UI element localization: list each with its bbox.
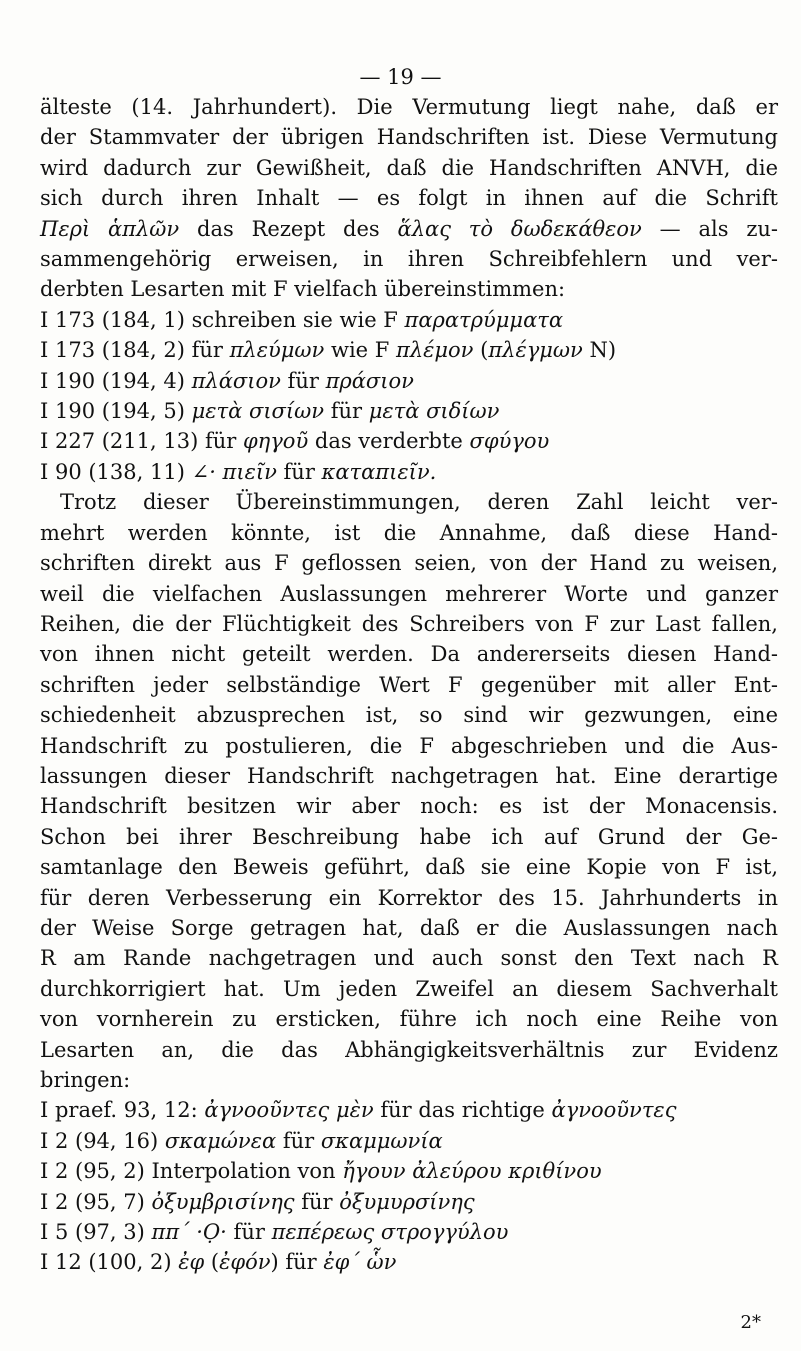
greek-phrase: ὀξυμυρσίνης <box>339 1189 475 1214</box>
text-fragment: ) für <box>270 1250 324 1275</box>
text-fragment: für <box>276 1128 321 1153</box>
text-line: R am Rande nachgetragen und auch sonst den Text nach R <box>40 946 778 971</box>
text-fragment: für das richtige <box>373 1098 552 1123</box>
list-item <box>40 366 778 396</box>
text-fragment: für <box>276 459 322 484</box>
greek-phrase: σφύγου <box>469 429 550 454</box>
text-fragment: das Rezept des <box>179 216 398 241</box>
greek-phrase: σκαμώνεα <box>164 1128 277 1153</box>
greek-phrase: σκαμμωνία <box>320 1128 443 1153</box>
text-fragment: das verderbte <box>308 429 470 454</box>
greek-phrase: μετὰ σισίων <box>191 399 325 424</box>
list-item <box>40 396 778 426</box>
text-line: Schon bei ihrer Beschreibung habe ich auf Grund der Ge- <box>40 824 778 849</box>
list-item <box>40 335 778 365</box>
greek-phrase: πλεύμων <box>229 338 325 363</box>
text-line: älteste (14. Jahrhundert). Die Vermutung liegt nahe, daß er <box>40 95 778 119</box>
list-item <box>40 1187 778 1217</box>
text-line: von ihnen nicht geteilt werden. Da andererseits diesen Hand- <box>40 642 778 667</box>
text-fragment: für <box>280 368 326 393</box>
text-line: bringen: <box>40 1068 131 1092</box>
greek-phrase: πεπέρεως στρογγύλου <box>271 1220 509 1245</box>
text-line: Reihen, die der Flüchtigkeit des Schreibers von F zur Last fallen, <box>40 611 778 636</box>
greek-phrase: μετὰ σιδίων <box>368 399 500 424</box>
list-item <box>40 1156 778 1186</box>
text-line: durchkorrigiert hat. Um jeden Zweifel an diesem Sachverhalt <box>40 976 778 1001</box>
greek-phrase: πλάσιον <box>191 368 281 393</box>
greek-phrase: ἅλας τὸ δωδεκάθεον <box>397 216 642 241</box>
greek-phrase: ππ΄ ·Ọ· <box>151 1220 227 1245</box>
text-line: derbten Lesarten mit F vielfach übereinstimmen: <box>40 277 566 302</box>
text-line: weil die vielfachen Auslassungen mehrerer Worte und ganzer <box>40 581 778 606</box>
greek-phrase: φηγοῦ <box>242 429 309 454</box>
reference: I 2 (94, 16) <box>40 1128 165 1153</box>
signature-mark: 2* <box>740 1312 761 1333</box>
text-line: schriften direkt aus F geflossen seien, von der Hand zu weisen, <box>40 551 778 576</box>
reference: I 190 (194, 4) <box>40 368 192 393</box>
text-fragment: — als zu- <box>641 216 779 241</box>
list-item <box>40 305 778 335</box>
text-line: Lesarten an, die das Abhängigkeitsverhältnis zur Evidenz <box>40 1037 778 1062</box>
reference: I 173 (184, 1) schreiben sie wie F <box>40 307 405 332</box>
list-item <box>40 1217 778 1247</box>
text-fragment: für <box>294 1189 340 1214</box>
text-line: Handschrift zu postulieren, die F abgeschrieben und die Aus- <box>40 733 778 758</box>
list-item <box>40 1247 778 1277</box>
greek-phrase: ὀξυμβρισίνης <box>151 1189 295 1214</box>
greek-phrase: ἤγουν ἀλεύρου κριθίνου <box>342 1159 602 1184</box>
greek-phrase: πλέμον <box>396 338 474 363</box>
greek-phrase: πράσιον <box>325 368 414 393</box>
page-body <box>40 62 778 1278</box>
text-fragment: N) <box>582 338 617 363</box>
text-line: Trotz dieser Übereinstimmungen, deren Zahl leicht ver- <box>60 490 778 515</box>
greek-phrase: ἐφ <box>178 1250 205 1275</box>
text-line <box>40 214 778 244</box>
reference: I 173 (184, 2) für <box>40 338 230 363</box>
greek-phrase: ἀγνοοῦντες <box>551 1098 677 1123</box>
text-line: samtanlage den Beweis geführt, daß sie eine Kopie von F ist, <box>40 855 778 880</box>
text-line: mehrt werden könnte, ist die Annahme, daß diese Hand- <box>40 520 778 545</box>
greek-phrase: ἀγνοοῦντες μὲν <box>204 1098 374 1123</box>
list-item <box>40 457 778 487</box>
page-number: — 19 — <box>359 65 442 89</box>
text-line: von vornherein zu ersticken, führe ich noch eine Reihe von <box>40 1007 778 1032</box>
greek-phrase: παρατρύμματα <box>404 307 564 332</box>
reference: I 90 (138, 11) <box>40 459 192 484</box>
text-fragment: wie F <box>324 338 397 363</box>
greek-phrase: καταπιεῖν. <box>321 459 437 484</box>
reference: I 227 (211, 13) für <box>40 429 243 454</box>
text-line: der Weise Sorge getragen hat, daß er die Auslassungen nach <box>40 915 778 940</box>
greek-phrase: ∠· πιεῖν <box>191 459 277 484</box>
reference: I 5 (97, 3) <box>40 1220 152 1245</box>
reference: I praef. 93, 12: <box>40 1098 205 1123</box>
text-fragment: für <box>324 399 369 424</box>
list-item <box>40 1126 778 1156</box>
text-line: für deren Verbesserung ein Korrektor des 15. Jahrhunderts in <box>40 885 778 910</box>
reference: I 12 (100, 2) <box>40 1250 179 1275</box>
greek-phrase: Περὶ ἁπλῶν <box>40 216 180 241</box>
text-line: schriften jeder selbständige Wert F gegenüber mit aller Ent- <box>40 672 778 697</box>
reference: I 2 (95, 7) <box>40 1189 152 1214</box>
greek-phrase: ἐφ΄ ὧν <box>323 1250 397 1275</box>
greek-phrase: πλέγμων <box>488 338 583 363</box>
list-item <box>40 426 778 456</box>
reference: I 190 (194, 5) <box>40 399 192 424</box>
text-line: Handschrift besitzen wir aber noch: es ist der Monacensis. <box>40 794 778 819</box>
list-item <box>40 1095 778 1125</box>
text-fragment: ( <box>473 338 489 363</box>
text-line: wird dadurch zur Gewißheit, daß die Handschriften ANVH, die <box>40 155 778 180</box>
text-line: sich durch ihren Inhalt — es folgt in ihnen auf die Schrift <box>40 186 778 211</box>
text-fragment: für <box>226 1220 272 1245</box>
text-line: sammengehörig erweisen, in ihren Schreibfehlern und ver- <box>40 247 778 272</box>
text-line: schiedenheit abzusprechen ist, so sind wir gezwungen, eine <box>40 703 778 728</box>
text-line: der Stammvater der übrigen Handschriften ist. Diese Vermutung <box>40 125 778 150</box>
greek-phrase: ἐφόν <box>219 1250 271 1275</box>
text-line: lassungen dieser Handschrift nachgetragen hat. Eine derartige <box>40 763 778 788</box>
reference: I 2 (95, 2) Interpolation von <box>40 1159 343 1184</box>
text-fragment: ( <box>204 1250 220 1275</box>
